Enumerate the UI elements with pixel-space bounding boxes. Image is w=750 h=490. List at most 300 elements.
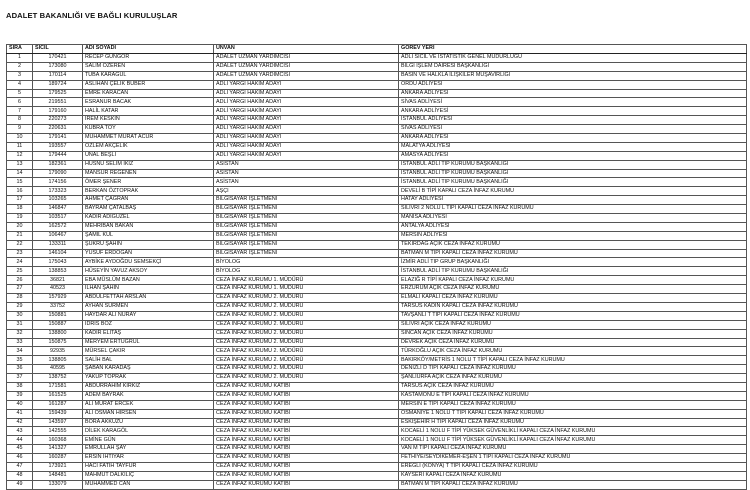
- workplace-cell: ADLİ SİCİL VE İSTATİSTİK GENEL MÜDÜRLÜĞÜ: [399, 54, 747, 63]
- workplace-cell: KAYSERİ KAPALI CEZA İNFAZ KURUMU: [399, 471, 747, 480]
- sicil-cell: 146104: [33, 249, 83, 258]
- name-cell: AHMET ÇAĞRAN: [83, 196, 214, 205]
- table-row: [7, 62, 747, 71]
- title-cell: ADLİ YARGI HAKİM ADAYI: [214, 151, 399, 160]
- sicil-cell: 174156: [33, 178, 83, 187]
- name-cell: ABDURRAHİM KIRKIZ: [83, 382, 214, 391]
- workplace-cell: KOCAELİ 1 NOLU F TİPİ YÜKSEK GÜVENLİKLİ KAPALI CEZA İNFAZ KURUMU: [399, 427, 747, 436]
- sicil-cell: 138752: [33, 374, 83, 383]
- sicil-cell: 193557: [33, 142, 83, 151]
- name-cell: ABDULFETTAH ARSLAN: [83, 294, 214, 303]
- title-cell: ADALET UZMAN YARDIMCISI: [214, 62, 399, 71]
- table-row: [7, 427, 747, 436]
- name-cell: İLHAN ŞAHİN: [83, 285, 214, 294]
- name-cell: EBA MÜSLÜM BAZAN: [83, 276, 214, 285]
- table-row: [7, 294, 747, 303]
- sicil-cell: 142555: [33, 427, 83, 436]
- name-cell: ŞÜKRÜ ŞAHİN: [83, 240, 214, 249]
- sicil-cell: 173921: [33, 462, 83, 471]
- table-row: [7, 356, 747, 365]
- sicil-cell: 160287: [33, 454, 83, 463]
- table-row: [7, 249, 747, 258]
- document-title: ADALET BAKANLIĞI VE BAĞLI KURULUŞLAR: [6, 11, 178, 20]
- sicil-cell: 103265: [33, 196, 83, 205]
- workplace-cell: ESKİŞEHİR H TİPİ KAPALI CEZA İNFAZ KURUMU: [399, 418, 747, 427]
- workplace-cell: TÜRKOĞLU AÇIK CEZA İNFAZ KURUMU: [399, 347, 747, 356]
- title-cell: CEZA İNFAZ KURUMU 2. MÜDÜRÜ: [214, 329, 399, 338]
- sira-cell: 25: [7, 267, 33, 276]
- sira-cell: 42: [7, 418, 33, 427]
- sicil-cell: 219551: [33, 98, 83, 107]
- name-cell: HÜSEYİN YAVUZ AKSOY: [83, 267, 214, 276]
- table-row: [7, 374, 747, 383]
- workplace-cell: BİLGİ İŞLEM DAİRESİ BAŞKANLIĞI: [399, 62, 747, 71]
- sicil-cell: 157929: [33, 294, 83, 303]
- workplace-cell: ELMALI KAPALI CEZA İNFAZ KURUMU: [399, 294, 747, 303]
- name-cell: BAYRAM ÇATALBAŞ: [83, 205, 214, 214]
- sira-cell: 37: [7, 374, 33, 383]
- sicil-cell: 133079: [33, 480, 83, 489]
- name-cell: MUHAMMET MURAT ACUR: [83, 134, 214, 143]
- table-row: [7, 107, 747, 116]
- sira-cell: 30: [7, 311, 33, 320]
- column-header-sicil: SİCİL: [33, 45, 83, 54]
- title-cell: CEZA İNFAZ KURUMU KATİBİ: [214, 480, 399, 489]
- title-cell: CEZA İNFAZ KURUMU 1. MÜDÜRÜ: [214, 276, 399, 285]
- sira-cell: 9: [7, 125, 33, 134]
- sicil-cell: 40595: [33, 365, 83, 374]
- table-row: [7, 240, 747, 249]
- workplace-cell: MALATYA ADLİYESİ: [399, 142, 747, 151]
- sira-cell: 26: [7, 276, 33, 285]
- table-row: [7, 222, 747, 231]
- title-cell: CEZA İNFAZ KURUMU 2. MÜDÜRÜ: [214, 356, 399, 365]
- name-cell: KADİR ADIGÜZEL: [83, 214, 214, 223]
- workplace-cell: İSTANBUL ADLİ TIP KURUMU BAŞKANLIĞI: [399, 160, 747, 169]
- sira-cell: 24: [7, 258, 33, 267]
- sicil-cell: 33752: [33, 302, 83, 311]
- title-cell: CEZA İNFAZ KURUMU KATİBİ: [214, 462, 399, 471]
- sicil-cell: 148481: [33, 471, 83, 480]
- name-cell: BORA AKKUZU: [83, 418, 214, 427]
- workplace-cell: İSTANBUL ADLİ TIP KURUMU BAŞKANLIĞI: [399, 178, 747, 187]
- sira-cell: 45: [7, 445, 33, 454]
- sira-cell: 3: [7, 71, 33, 80]
- name-cell: KÜBRA TOY: [83, 125, 214, 134]
- sicil-cell: 103517: [33, 214, 83, 223]
- title-cell: BİLGİSAYAR İŞLETMENİ: [214, 196, 399, 205]
- sira-cell: 10: [7, 134, 33, 143]
- name-cell: ADEM BAYRAK: [83, 391, 214, 400]
- title-cell: CEZA İNFAZ KURUMU 1. MÜDÜRÜ: [214, 285, 399, 294]
- sira-cell: 17: [7, 196, 33, 205]
- workplace-cell: ANKARA ADLİYESİ: [399, 107, 747, 116]
- workplace-cell: TARSUS AÇIK CEZA İNFAZ KURUMU: [399, 382, 747, 391]
- sicil-cell: 179160: [33, 107, 83, 116]
- table-row: [7, 409, 747, 418]
- workplace-cell: İZMİR ADLİ TIP GRUP BAŞKANLIĞI: [399, 258, 747, 267]
- table-row: [7, 329, 747, 338]
- table-row: [7, 80, 747, 89]
- sicil-cell: 150881: [33, 311, 83, 320]
- title-cell: ASİSTAN: [214, 160, 399, 169]
- sira-cell: 35: [7, 356, 33, 365]
- sicil-cell: 220631: [33, 125, 83, 134]
- title-cell: ADALET UZMAN YARDIMCISI: [214, 54, 399, 63]
- workplace-cell: MERSİN ADLİYESİ: [399, 231, 747, 240]
- table-row: [7, 418, 747, 427]
- sira-cell: 31: [7, 320, 33, 329]
- title-cell: BİLGİSAYAR İŞLETMENİ: [214, 240, 399, 249]
- sira-cell: 16: [7, 187, 33, 196]
- name-cell: AYHAN SÜRMEN: [83, 302, 214, 311]
- workplace-cell: ŞANLIURFA AÇIK CEZA İNFAZ KURUMU: [399, 374, 747, 383]
- workplace-cell: KOCAELİ 1 NOLU F TİPİ YÜKSEK GÜVENLİKLİ KAPALI CEZA İNFAZ KURUMU: [399, 436, 747, 445]
- name-cell: SALİM ÖZEREN: [83, 62, 214, 71]
- sicil-cell: 138853: [33, 267, 83, 276]
- table-row: [7, 187, 747, 196]
- title-cell: BİLGİSAYAR İŞLETMENİ: [214, 205, 399, 214]
- title-cell: CEZA İNFAZ KURUMU KATİBİ: [214, 409, 399, 418]
- table-row: [7, 302, 747, 311]
- sira-cell: 38: [7, 382, 33, 391]
- title-cell: CEZA İNFAZ KURUMU 2. MÜDÜRÜ: [214, 347, 399, 356]
- title-cell: BİLGİSAYAR İŞLETMENİ: [214, 214, 399, 223]
- table-row: [7, 231, 747, 240]
- sira-cell: 19: [7, 214, 33, 223]
- workplace-cell: TEKİRDAĞ AÇIK CEZA İNFAZ KURUMU: [399, 240, 747, 249]
- sicil-cell: 179525: [33, 89, 83, 98]
- sira-cell: 36: [7, 365, 33, 374]
- table-row: [7, 258, 747, 267]
- workplace-cell: BAKIRKÖY/METRİS 1 NOLU T TİPİ KAPALI CEZA İNFAZ KURUMU: [399, 356, 747, 365]
- sira-cell: 29: [7, 302, 33, 311]
- table-header-row: [7, 45, 747, 54]
- sira-cell: 46: [7, 454, 33, 463]
- sicil-cell: 161525: [33, 391, 83, 400]
- table-row: [7, 480, 747, 489]
- sira-cell: 48: [7, 471, 33, 480]
- table-row: [7, 285, 747, 294]
- sicil-cell: 220273: [33, 116, 83, 125]
- table-row: [7, 196, 747, 205]
- name-cell: ALİ MURAT ERCEK: [83, 400, 214, 409]
- title-cell: AŞÇI: [214, 187, 399, 196]
- title-cell: CEZA İNFAZ KURUMU KATİBİ: [214, 418, 399, 427]
- table-row: [7, 116, 747, 125]
- sira-cell: 47: [7, 462, 33, 471]
- sicil-cell: 138800: [33, 329, 83, 338]
- workplace-cell: İSTANBUL ADLİ TIP KURUMU BAŞKANLIĞI: [399, 169, 747, 178]
- sicil-cell: 170114: [33, 71, 83, 80]
- name-cell: ALİ OSMAN HİRSEN: [83, 409, 214, 418]
- title-cell: ADLİ YARGI HAKİM ADAYI: [214, 98, 399, 107]
- table-row: [7, 436, 747, 445]
- sicil-cell: 146847: [33, 205, 83, 214]
- sicil-cell: 175043: [33, 258, 83, 267]
- sira-cell: 14: [7, 169, 33, 178]
- name-cell: İDRİS BOZ: [83, 320, 214, 329]
- table-row: [7, 454, 747, 463]
- title-cell: ADLİ YARGI HAKİM ADAYI: [214, 142, 399, 151]
- title-cell: ADALET UZMAN YARDIMCISI: [214, 71, 399, 80]
- sira-cell: 33: [7, 338, 33, 347]
- sicil-cell: 106467: [33, 231, 83, 240]
- column-header-sira: SIRA: [7, 45, 33, 54]
- title-cell: BİLGİSAYAR İŞLETMENİ: [214, 249, 399, 258]
- name-cell: DİLEK KARAGÖL: [83, 427, 214, 436]
- sicil-cell: 179141: [33, 134, 83, 143]
- sicil-cell: 92935: [33, 347, 83, 356]
- table-row: [7, 462, 747, 471]
- name-cell: AYBİKE AYDOĞDU SEMSEKÇİ: [83, 258, 214, 267]
- sicil-cell: 173323: [33, 187, 83, 196]
- table-row: [7, 445, 747, 454]
- table-row: [7, 178, 747, 187]
- workplace-cell: SİLİVRİ 2 NOLU L TİPİ KAPALI CEZA İNFAZ KURUMU: [399, 205, 747, 214]
- sira-cell: 6: [7, 98, 33, 107]
- name-cell: İREM KESKİN: [83, 116, 214, 125]
- sicil-cell: 133311: [33, 240, 83, 249]
- name-cell: EMRE KARACAN: [83, 89, 214, 98]
- workplace-cell: İSTANBUL ADLİYESİ: [399, 116, 747, 125]
- sicil-cell: 179444: [33, 151, 83, 160]
- sira-cell: 20: [7, 222, 33, 231]
- title-cell: CEZA İNFAZ KURUMU 2. MÜDÜRÜ: [214, 294, 399, 303]
- name-cell: ŞABAN KARADAŞ: [83, 365, 214, 374]
- sicil-cell: 36821: [33, 276, 83, 285]
- name-cell: ÖZLEM AKÇELİK: [83, 142, 214, 151]
- title-cell: CEZA İNFAZ KURUMU 2. MÜDÜRÜ: [214, 338, 399, 347]
- name-cell: ESRANUR BACAK: [83, 98, 214, 107]
- workplace-cell: ANKARA ADLİYESİ: [399, 89, 747, 98]
- table-row: [7, 214, 747, 223]
- title-cell: CEZA İNFAZ KURUMU KATİBİ: [214, 391, 399, 400]
- name-cell: HACI FATİH TAYFUR: [83, 462, 214, 471]
- workplace-cell: ERZURUM AÇIK CEZA İNFAZ KURUMU: [399, 285, 747, 294]
- title-cell: CEZA İNFAZ KURUMU 2. MÜDÜRÜ: [214, 302, 399, 311]
- title-cell: CEZA İNFAZ KURUMU KATİBİ: [214, 427, 399, 436]
- table-row: [7, 338, 747, 347]
- sira-cell: 32: [7, 329, 33, 338]
- workplace-cell: OSMANİYE 1 NOLU T TİPİ KAPALI CEZA İNFAZ KURUMU: [399, 409, 747, 418]
- title-cell: BİLGİSAYAR İŞLETMENİ: [214, 222, 399, 231]
- sira-cell: 49: [7, 480, 33, 489]
- title-cell: CEZA İNFAZ KURUMU 2. MÜDÜRÜ: [214, 320, 399, 329]
- workplace-cell: TAVŞANLI T TİPİ KAPALI CEZA İNFAZ KURUMU: [399, 311, 747, 320]
- name-cell: RECEP GÜNGÖR: [83, 54, 214, 63]
- name-cell: ERSİN İHTİYAR: [83, 454, 214, 463]
- sicil-cell: 170421: [33, 54, 83, 63]
- table-row: [7, 267, 747, 276]
- sira-cell: 4: [7, 80, 33, 89]
- sicil-cell: 160368: [33, 436, 83, 445]
- title-cell: ASİSTAN: [214, 169, 399, 178]
- sira-cell: 43: [7, 427, 33, 436]
- title-cell: CEZA İNFAZ KURUMU KATİBİ: [214, 454, 399, 463]
- sicil-cell: 143597: [33, 418, 83, 427]
- title-cell: CEZA İNFAZ KURUMU 2. MÜDÜRÜ: [214, 374, 399, 383]
- workplace-cell: MANİSA ADLİYESİ: [399, 214, 747, 223]
- sira-cell: 1: [7, 54, 33, 63]
- sicil-cell: 173080: [33, 62, 83, 71]
- workplace-cell: TARSUS KADIN KAPALI CEZA İNFAZ KURUMU: [399, 302, 747, 311]
- workplace-cell: ORDU ADLİYESİ: [399, 80, 747, 89]
- sira-cell: 27: [7, 285, 33, 294]
- workplace-cell: ANKARA ADLİYESİ: [399, 134, 747, 143]
- title-cell: CEZA İNFAZ KURUMU KATİBİ: [214, 445, 399, 454]
- personnel-table: [6, 44, 747, 490]
- sicil-cell: 141327: [33, 445, 83, 454]
- table-row: [7, 151, 747, 160]
- sira-cell: 15: [7, 178, 33, 187]
- column-header-adi-soyadi: ADI SOYADI: [83, 45, 214, 54]
- name-cell: ÜNAL BEŞLİ: [83, 151, 214, 160]
- column-header-unvan: UNVAN: [214, 45, 399, 54]
- workplace-cell: BASIN VE HALKLA İLİŞKİLER MÜŞAVİRLİĞİ: [399, 71, 747, 80]
- sicil-cell: 150875: [33, 338, 83, 347]
- name-cell: HÜSNÜ SELİM İKİZ: [83, 160, 214, 169]
- workplace-cell: HATAY ADLİYESİ: [399, 196, 747, 205]
- sira-cell: 7: [7, 107, 33, 116]
- title-cell: CEZA İNFAZ KURUMU 2. MÜDÜRÜ: [214, 365, 399, 374]
- name-cell: TUBA KARAGÜL: [83, 71, 214, 80]
- workplace-cell: İSTANBUL ADLİ TIP KURUMU BAŞKANLIĞI: [399, 267, 747, 276]
- workplace-cell: ELAZIĞ R TİPİ KAPALI CEZA İNFAZ KURUMU: [399, 276, 747, 285]
- workplace-cell: BATMAN M TİPİ KAPALI CEZA İNFAZ KURUMU: [399, 249, 747, 258]
- workplace-cell: SİVAS ADLİYESİ: [399, 98, 747, 107]
- name-cell: ÖMER ŞENER: [83, 178, 214, 187]
- name-cell: EMİNE GÜN: [83, 436, 214, 445]
- workplace-cell: ANTALYA ADLİYESİ: [399, 222, 747, 231]
- sicil-cell: 189724: [33, 80, 83, 89]
- sicil-cell: 182361: [33, 160, 83, 169]
- workplace-cell: AMASYA ADLİYESİ: [399, 151, 747, 160]
- name-cell: BERKAN ÖZTOPRAK: [83, 187, 214, 196]
- name-cell: SALİH BAL: [83, 356, 214, 365]
- table-row: [7, 311, 747, 320]
- title-cell: BİYOLOG: [214, 258, 399, 267]
- name-cell: MEHRİBAN BAKAN: [83, 222, 214, 231]
- table-row: [7, 205, 747, 214]
- workplace-cell: VAN M TİPİ KAPALI CEZA İNFAZ KURUMU: [399, 445, 747, 454]
- sira-cell: 12: [7, 151, 33, 160]
- sira-cell: 8: [7, 116, 33, 125]
- sira-cell: 28: [7, 294, 33, 303]
- workplace-cell: DENİZLİ D TİPİ KAPALI CEZA İNFAZ KURUMU: [399, 365, 747, 374]
- sicil-cell: 150887: [33, 320, 83, 329]
- title-cell: ADLİ YARGI HAKİM ADAYI: [214, 125, 399, 134]
- workplace-cell: SİNCAN AÇIK CEZA İNFAZ KURUMU: [399, 329, 747, 338]
- workplace-cell: SİLİVRİ AÇIK CEZA İNFAZ KURUMU: [399, 320, 747, 329]
- sicil-cell: 179090: [33, 169, 83, 178]
- table-row: [7, 89, 747, 98]
- column-header-gorev-yeri: GÖREV YERİ: [399, 45, 747, 54]
- title-cell: BİYOLOG: [214, 267, 399, 276]
- table-row: [7, 320, 747, 329]
- sicil-cell: 40523: [33, 285, 83, 294]
- workplace-cell: MERSİN E TİPİ KAPALI CEZA İNFAZ KURUMU: [399, 400, 747, 409]
- title-cell: CEZA İNFAZ KURUMU 2. MÜDÜRÜ: [214, 311, 399, 320]
- name-cell: HALİL KATAR: [83, 107, 214, 116]
- workplace-cell: EREĞLİ (KONYA) T TİPİ KAPALI CEZA İNFAZ KURUMU: [399, 462, 747, 471]
- title-cell: ADLİ YARGI HAKİM ADAYI: [214, 107, 399, 116]
- name-cell: KADİR ELİTAŞ: [83, 329, 214, 338]
- sicil-cell: 138805: [33, 356, 83, 365]
- sira-cell: 39: [7, 391, 33, 400]
- name-cell: MAHMUT DALKILIÇ: [83, 471, 214, 480]
- table-row: [7, 471, 747, 480]
- table-row: [7, 169, 747, 178]
- sira-cell: 13: [7, 160, 33, 169]
- sira-cell: 40: [7, 400, 33, 409]
- table-row: [7, 365, 747, 374]
- name-cell: MUHAMMED CAN: [83, 480, 214, 489]
- sicil-cell: 159439: [33, 409, 83, 418]
- sira-cell: 21: [7, 231, 33, 240]
- workplace-cell: KASTAMONU E TİPİ KAPALI CEZA İNFAZ KURUMU: [399, 391, 747, 400]
- sira-cell: 22: [7, 240, 33, 249]
- table-row: [7, 54, 747, 63]
- name-cell: EMRULLAH ŞAY: [83, 445, 214, 454]
- table-body: [7, 54, 747, 490]
- sira-cell: 41: [7, 409, 33, 418]
- title-cell: CEZA İNFAZ KURUMU KATİBİ: [214, 471, 399, 480]
- table-row: [7, 71, 747, 80]
- sicil-cell: 161287: [33, 400, 83, 409]
- title-cell: CEZA İNFAZ KURUMU KATİBİ: [214, 400, 399, 409]
- title-cell: ADLİ YARGI HAKİM ADAYI: [214, 80, 399, 89]
- table-row: [7, 400, 747, 409]
- table-row: [7, 98, 747, 107]
- name-cell: MANSUR REĞENEN: [83, 169, 214, 178]
- sira-cell: 5: [7, 89, 33, 98]
- table-row: [7, 391, 747, 400]
- name-cell: YAKUP TOPRAK: [83, 374, 214, 383]
- sira-cell: 18: [7, 205, 33, 214]
- sicil-cell: 162572: [33, 222, 83, 231]
- sira-cell: 34: [7, 347, 33, 356]
- workplace-cell: FETHİYE/SEYDİKEMER-EŞEN 1 TİPİ KAPALI CEZA İNFAZ KURUMU: [399, 454, 747, 463]
- sicil-cell: 171581: [33, 382, 83, 391]
- table-row: [7, 382, 747, 391]
- table-row: [7, 347, 747, 356]
- sira-cell: 44: [7, 436, 33, 445]
- name-cell: ŞAMİL KUL: [83, 231, 214, 240]
- workplace-cell: DEVELİ B TİPİ KAPALI CEZA İNFAZ KURUMU: [399, 187, 747, 196]
- title-cell: ADLİ YARGI HAKİM ADAYI: [214, 116, 399, 125]
- title-cell: ASİSTAN: [214, 178, 399, 187]
- title-cell: ADLİ YARGI HAKİM ADAYI: [214, 89, 399, 98]
- title-cell: BİLGİSAYAR İŞLETMENİ: [214, 231, 399, 240]
- sira-cell: 11: [7, 142, 33, 151]
- title-cell: CEZA İNFAZ KURUMU KATİBİ: [214, 436, 399, 445]
- workplace-cell: BATMAN M TİPİ KAPALI CEZA İNFAZ KURUMU: [399, 480, 747, 489]
- table-row: [7, 142, 747, 151]
- name-cell: MÜRSEL ÇAKIR: [83, 347, 214, 356]
- workplace-cell: DEVREK AÇIK CEZA İNFAZ KURUMU: [399, 338, 747, 347]
- title-cell: CEZA İNFAZ KURUMU KATİBİ: [214, 382, 399, 391]
- sira-cell: 23: [7, 249, 33, 258]
- workplace-cell: SİVAS ADLİYESİ: [399, 125, 747, 134]
- name-cell: ASLIHAN ÇELİK BÜBER: [83, 80, 214, 89]
- name-cell: MERYEM ERTUĞRUL: [83, 338, 214, 347]
- table-row: [7, 160, 747, 169]
- name-cell: HAYDAR ALİ NURAY: [83, 311, 214, 320]
- table-row: [7, 125, 747, 134]
- sira-cell: 2: [7, 62, 33, 71]
- table-row: [7, 276, 747, 285]
